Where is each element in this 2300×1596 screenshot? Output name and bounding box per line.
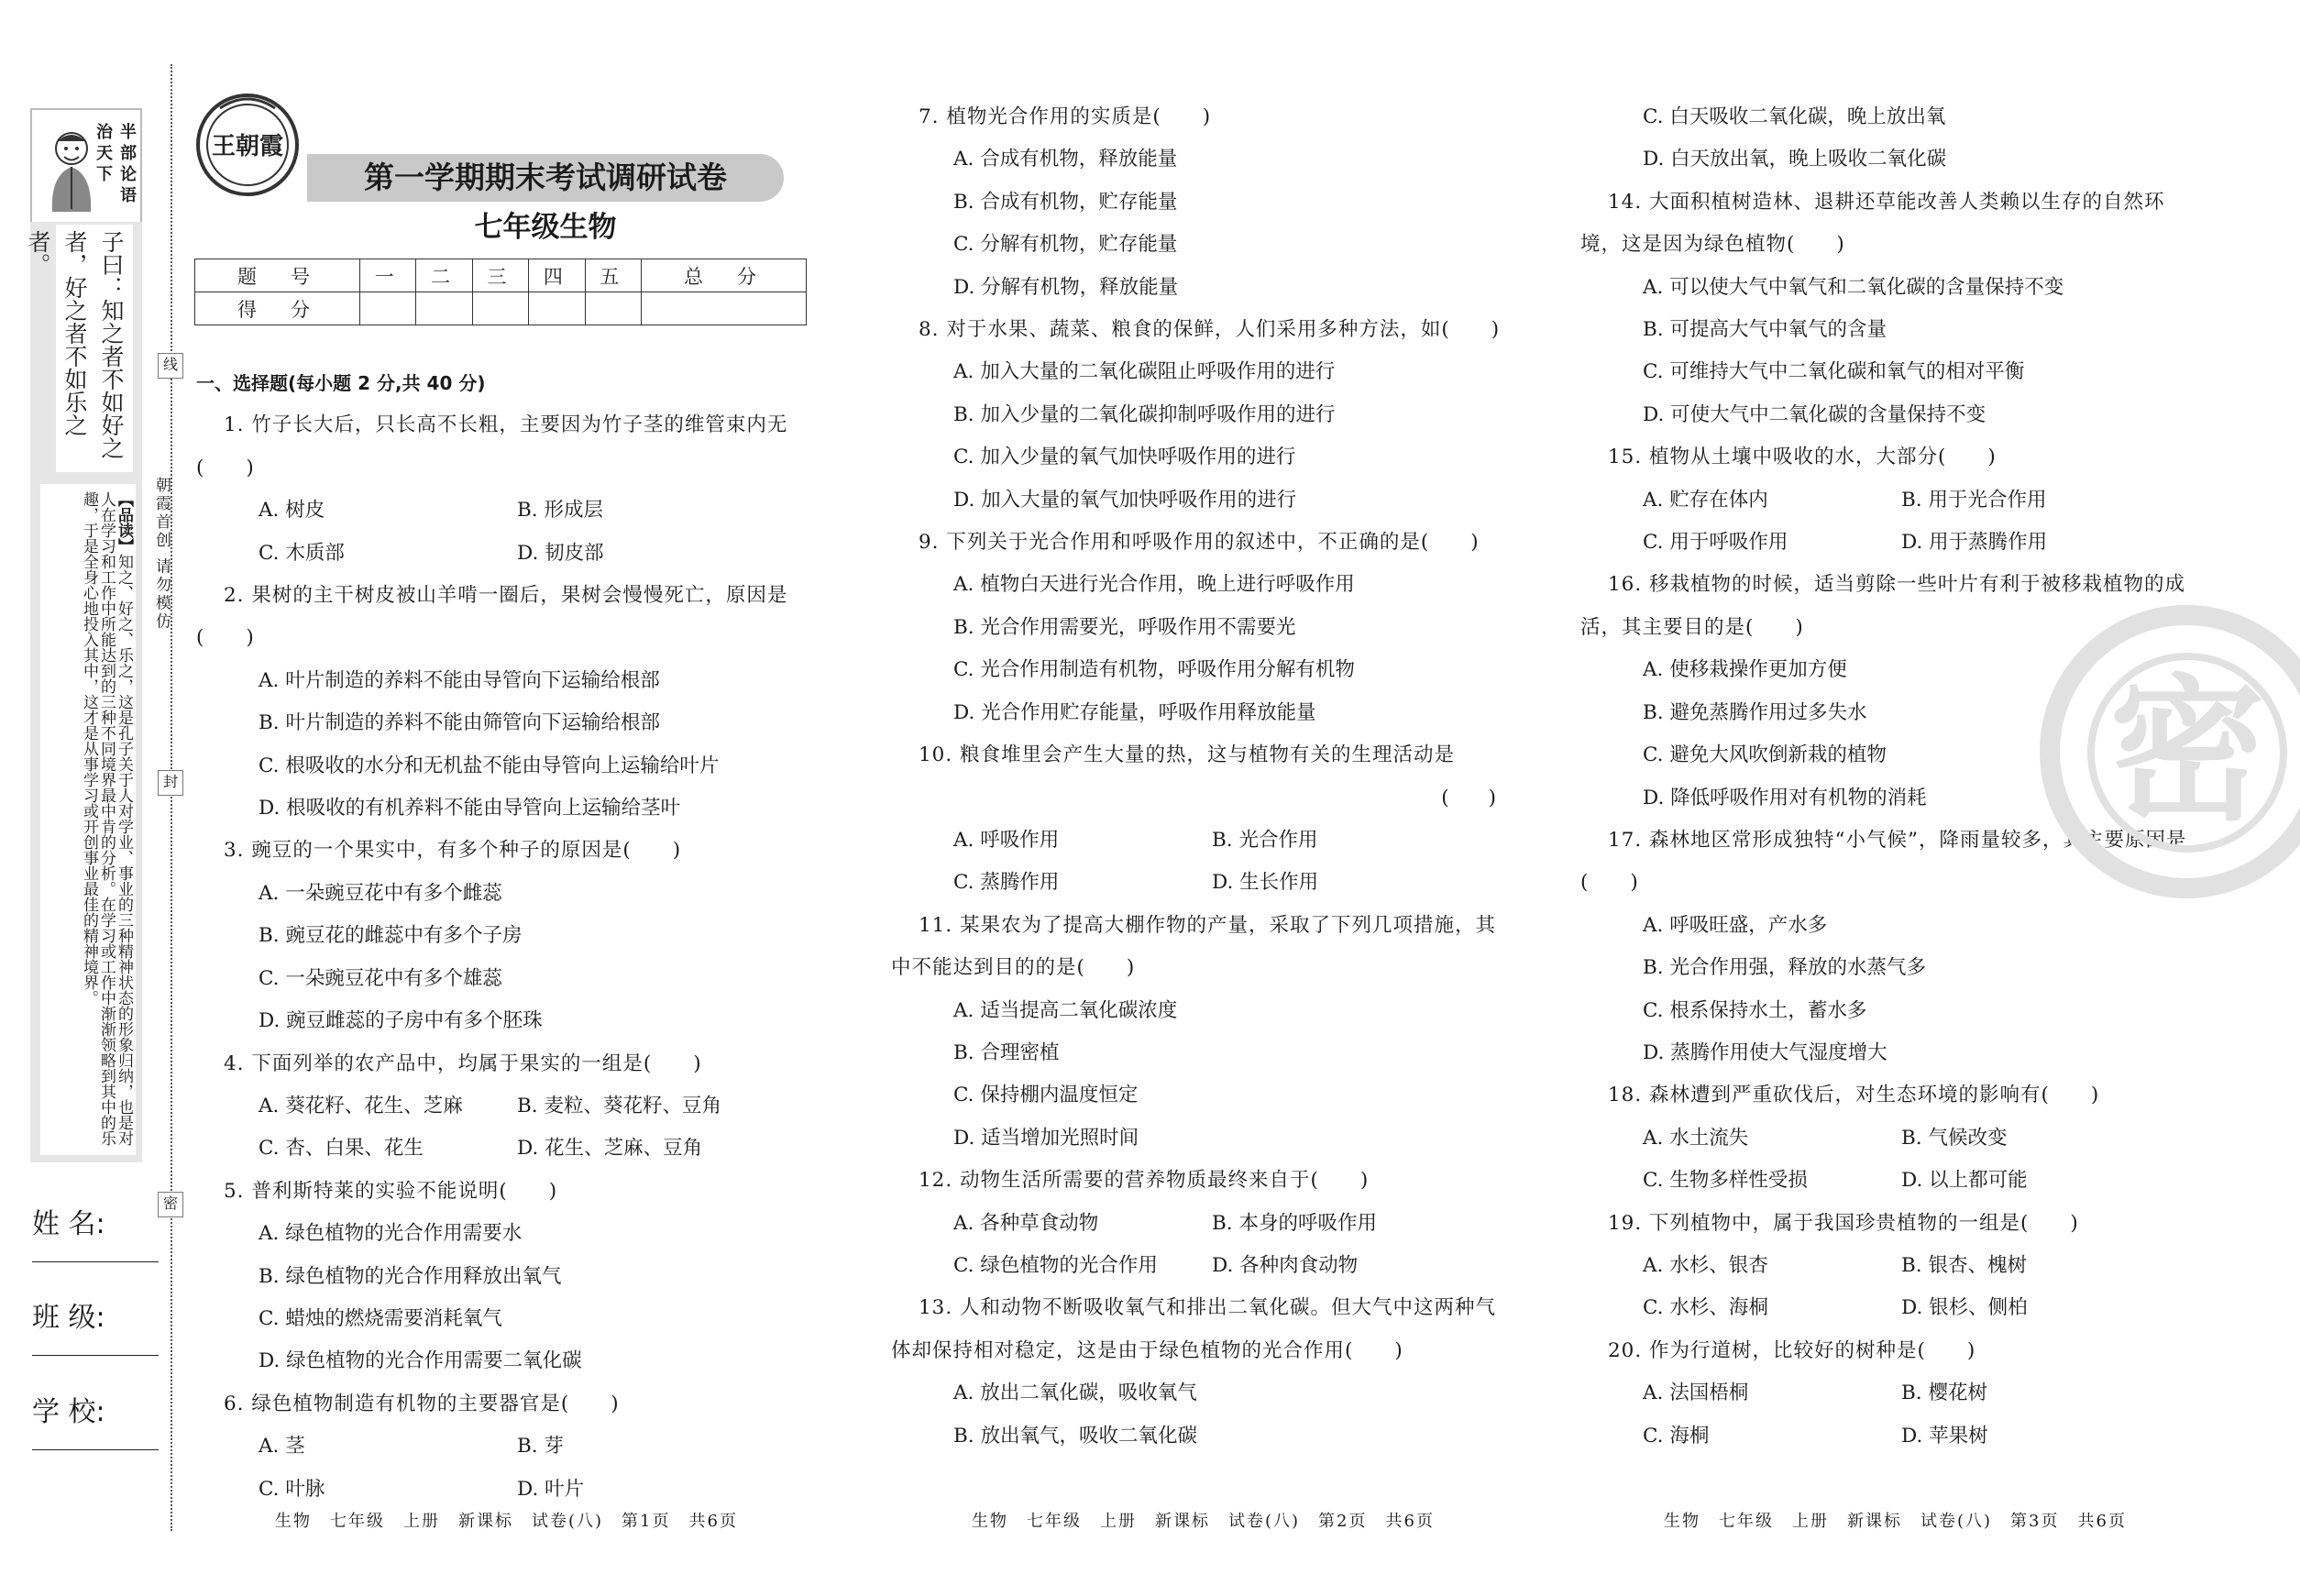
option-row [1580,1372,2204,1414]
score-input-cell[interactable] [360,292,416,325]
option: D. 降低呼吸作用对有机物的消耗 [1643,786,1927,809]
question-text: 2. 果树的主干树皮被山羊啃一圈后，果树会慢慢死亡，原因是( ) [196,584,788,650]
question-text: 5. 普利斯特莱的实验不能说明( ) [224,1179,558,1203]
option: A. 合成有机物，释放能量 [953,148,1178,171]
option: C. 木质部 [259,541,345,565]
option-row [1580,479,2204,522]
question-text: 4. 下面列举的农产品中，均属于果实的一组是( ) [224,1051,702,1075]
section-heading: 一、选择题(每小题 2 分,共 40 分) [196,372,486,394]
option: B. 绿色植物的光合作用释放出氧气 [259,1264,562,1288]
option-row [196,1128,810,1170]
option-row [196,1469,810,1511]
page-footer-3: 生物 七年级 上册 新课标 试卷(八) 第3页 共6页 [1664,1512,2127,1531]
option-row [1580,1160,2204,1202]
option: B. 银杏、槐树 [1901,1253,2027,1277]
option: B. 避免蒸腾作用过多失水 [1643,700,1867,724]
option: D. 豌豆雌蕊的子房中有多个胚珠 [259,1009,543,1033]
score-cell: 三 [472,259,528,292]
option: B. 麦粒、葵花籽、豆角 [517,1094,721,1117]
question-text: 8. 对于水果、蔬菜、粮食的保鲜，人们采用多种方法，如( ) [919,318,1501,342]
option-row [196,1085,810,1128]
confucius-quote: 子曰：知之者不如好之者，好之者不如乐之者。 [56,225,133,472]
option-row [196,533,810,575]
option: A. 放出二氧化碳，吸收氧气 [953,1381,1197,1405]
option: A. 水土流失 [1643,1126,1749,1150]
option: D. 根吸收的有机养料不能由导管向上运输给茎叶 [259,797,681,820]
option: A. 使移栽操作更加方便 [1643,658,1847,682]
option: A. 呼吸作用 [953,828,1060,852]
cut-line-char-feng: 封 [158,770,183,796]
option: A. 贮存在体内 [1643,488,1768,512]
cut-line-note: 朝霞首创 请勿模仿 [152,477,171,632]
option: C. 白天吸收二氧化碳，晚上放出氧 [1643,105,1946,128]
option: D. 分解有机物，释放能量 [953,275,1179,299]
option: B. 本身的呼吸作用 [1212,1211,1377,1235]
option: D. 可使大气中二氧化碳的含量保持不变 [1643,402,1986,426]
pindu-commentary [40,484,136,1155]
option-row [196,1425,810,1468]
option: A. 绿色植物的光合作用需要水 [259,1222,523,1246]
option-row [891,820,1514,862]
option: D. 苹果树 [1901,1424,1988,1447]
cut-line [171,64,172,1531]
score-input-cell[interactable] [416,292,472,325]
score-cell: 总 分 [641,259,806,292]
option-row [1580,1245,2204,1287]
option: D. 花生、芝麻、豆角 [517,1137,703,1161]
option: B. 豌豆花的雌蕊中有多个子房 [259,924,523,948]
option: C. 避免大风吹倒新栽的植物 [1643,743,1887,767]
column-2 [891,96,1514,1458]
option: D. 用于蒸腾作用 [1901,531,2048,555]
option: A. 葵花籽、花生、芝麻 [259,1094,463,1117]
option: C. 可维持大气中二氧化碳和氧气的相对平衡 [1643,360,2025,384]
option: B. 芽 [517,1435,564,1458]
option: C. 杏、白果、花生 [259,1137,424,1161]
page-footer-2: 生物 七年级 上册 新课标 试卷(八) 第2页 共6页 [972,1512,1435,1531]
option: D. 适当增加光照时间 [953,1126,1139,1150]
name-label: 姓 名: [32,1208,105,1240]
score-input-cell[interactable] [472,292,528,325]
option: D. 韧皮部 [517,541,604,565]
brand-logo-icon [193,90,303,200]
option: D. 银杉、侧柏 [1901,1296,2028,1320]
question-text: 1. 竹子长大后，只长高不长粗，主要因为竹子茎的维管束内无( ) [196,413,788,479]
option: C. 光合作用制造有机物，呼吸作用分解有机物 [953,658,1355,682]
question-text: 20. 作为行道树，比较好的树种是( ) [1608,1338,1976,1362]
option: B. 用于光合作用 [1901,488,2047,512]
svg-text:王朝霞: 王朝霞 [211,133,284,160]
option: C. 蜡烛的燃烧需要消耗氧气 [259,1306,502,1330]
option: C. 根系保持水土，蓄水多 [1643,998,1867,1022]
option-row [891,1245,1514,1287]
option: A. 植物白天进行光合作用，晚上进行呼吸作用 [953,573,1355,597]
option: B. 可提高大气中氧气的含量 [1643,318,1887,342]
score-cell: 二 [416,259,472,292]
sidebar-panel [25,108,142,1162]
option: B. 合理密植 [953,1040,1060,1064]
question-text: 3. 豌豆的一个果实中，有多个种子的原因是( ) [224,839,682,863]
answer-bracket: ( ) [1441,786,1496,809]
question-text: 10. 粮食堆里会产生大量的热，这与植物有关的生理活动是 [919,743,1456,767]
question-text: 17. 森林地区常形成独特“小气候”，降雨量较多，其主要原因是( ) [1580,828,2187,895]
exam-subtitle: 七年级生物 [474,211,617,244]
option: C. 一朵豌豆花中有多个雄蕊 [259,966,502,990]
name-field[interactable] [32,1201,160,1241]
option: B. 光合作用强，释放的水蒸气多 [1643,956,1926,980]
option: A. 可以使大气中氧气和二氧化碳的含量保持不变 [1643,275,2064,299]
option: A. 适当提高二氧化碳浓度 [953,998,1178,1022]
option-row [1580,1117,2204,1160]
option: B. 加入少量的二氧化碳抑制呼吸作用的进行 [953,402,1336,426]
stamp-text: 密 [2087,653,2287,853]
option: A. 加入大量的二氧化碳阻止呼吸作用的进行 [953,360,1336,384]
option-row [891,862,1514,904]
option: A. 各种草食动物 [953,1211,1099,1235]
exam-title: 第一学期期末考试调研试卷 [364,160,727,195]
question-text: 11. 某果农为了提高大棚作物的产量，采取了下列几项措施，其中不能达到目的的是( ) [891,913,1497,980]
score-cell: 五 [585,259,641,292]
question-text: 19. 下列植物中，属于我国珍贵植物的一组是( ) [1608,1211,2079,1235]
score-table-score-row [195,292,807,325]
option-row [1580,522,2204,564]
question-text: 13. 人和动物不断吸收氧气和排出二氧化碳。但大气中这两种气体却保持相对稳定，这是由于绿色植物的光合作用( ) [891,1296,1497,1362]
class-label: 班 级: [32,1302,105,1334]
option: C. 保持棚内温度恒定 [953,1084,1139,1107]
option: A. 叶片制造的养料不能由导管向下运输给根部 [259,668,660,692]
school-label: 学 校: [32,1396,105,1428]
pindu-heading: 【品读】 [115,491,133,554]
option: C. 叶脉 [259,1477,325,1501]
option: D. 蒸腾作用使大气湿度增大 [1643,1040,1887,1064]
option: D. 各种肉食动物 [1212,1253,1359,1277]
question-text: 9. 下列关于光合作用和呼吸作用的叙述中，不正确的是( ) [919,531,1480,555]
score-row-label: 得 分 [195,292,360,325]
option: A. 茎 [259,1435,305,1458]
option-row [196,490,810,532]
option: B. 光合作用需要光，呼吸作用不需要光 [953,615,1296,639]
option-row [1580,1415,2204,1458]
option: B. 光合作用 [1212,828,1318,852]
option: C. 用于呼吸作用 [1643,531,1788,555]
score-cell: 题 号 [195,259,360,292]
option: A. 水杉、银杏 [1643,1253,1768,1277]
score-cell: 四 [529,259,585,292]
option-row [891,1203,1514,1245]
score-table [194,259,807,325]
option: C. 分解有机物，贮存能量 [953,233,1178,257]
question-text: 14. 大面积植树造林、退耕还草能改善人类赖以生存的自然环境，这是因为绿色植物( ) [1580,190,2165,257]
column-1 [196,362,810,1511]
option: B. 合成有机物，贮存能量 [953,190,1178,214]
option: D. 光合作用贮存能量，呼吸作用释放能量 [953,700,1316,724]
option: A. 呼吸旺盛，产水多 [1643,913,1828,937]
option: B. 叶片制造的养料不能由筛管向下运输给根部 [259,711,660,735]
question-text: 16. 移栽植物的时候，适当剪除一些叶片有利于被移栽植物的成活，其主要目的是( ) [1580,573,2186,639]
option: C. 绿色植物的光合作用 [953,1253,1158,1277]
score-cell: 一 [360,259,416,292]
option: B. 气候改变 [1901,1126,2008,1150]
score-input-cell[interactable] [529,292,585,325]
school-field[interactable] [32,1389,160,1429]
page-footer-1: 生物 七年级 上册 新课标 试卷(八) 第1页 共6页 [275,1512,738,1531]
question-text: 7. 植物光合作用的实质是( ) [919,105,1212,128]
question-text: 12. 动物生活所需要的营养物质最终来自于( ) [919,1169,1370,1193]
score-table-header-row [195,259,807,292]
option: C. 海桐 [1643,1424,1710,1447]
option: C. 加入少量的氧气加快呼吸作用的进行 [953,446,1296,469]
question-text: 18. 森林遭到严重砍伐后，对生态环境的影响有( ) [1608,1084,2100,1107]
option: A. 法国梧桐 [1643,1381,1749,1405]
class-field[interactable] [32,1294,160,1335]
option: D. 加入大量的氧气加快呼吸作用的进行 [953,488,1297,512]
score-input-cell[interactable] [641,292,806,325]
cut-line-char-xian: 线 [158,353,183,379]
option: D. 白天放出氧，晚上吸收二氧化碳 [1643,148,1947,171]
slogan: 半部论语治天下 [94,123,137,207]
option: C. 生物多样性受损 [1643,1169,1808,1193]
option: B. 放出氧气，吸收二氧化碳 [953,1424,1197,1447]
pindu-text: 知之、好之、乐之，这是孔子关于人对学业、事业的三种精神状态的形象归纳，也是对人在学习和工作中所能达到的三种不同境界最中肯的分析。在学习或工作中渐渐领略到其中的乐趣，于是全身心地投入其中，这才是从事学习或开创事业最佳的精神境界。 [80,491,133,1146]
sidebar-header [30,108,142,222]
question-text: 6. 绿色植物制造有机物的主要器官是( ) [224,1392,620,1415]
option: C. 根吸收的水分和无机盐不能由导管向上运输给叶片 [259,754,720,777]
question-text: 15. 植物从土壤中吸收的水，大部分( ) [1608,446,1997,469]
option: B. 樱花树 [1901,1381,1987,1405]
option: C. 水杉、海桐 [1643,1296,1768,1320]
option: D. 以上都可能 [1901,1169,2028,1193]
cut-line-char-mi: 密 [158,1192,183,1217]
option: B. 形成层 [517,499,603,523]
score-input-cell[interactable] [585,292,641,325]
option-row [1580,1287,2204,1329]
option: A. 树皮 [259,499,325,523]
option: A. 一朵豌豆花中有多个雌蕊 [259,881,502,905]
option: C. 蒸腾作用 [953,871,1060,895]
option: D. 叶片 [517,1477,585,1501]
option: D. 绿色植物的光合作用需要二氧化碳 [259,1349,582,1373]
option: D. 生长作用 [1212,871,1319,895]
